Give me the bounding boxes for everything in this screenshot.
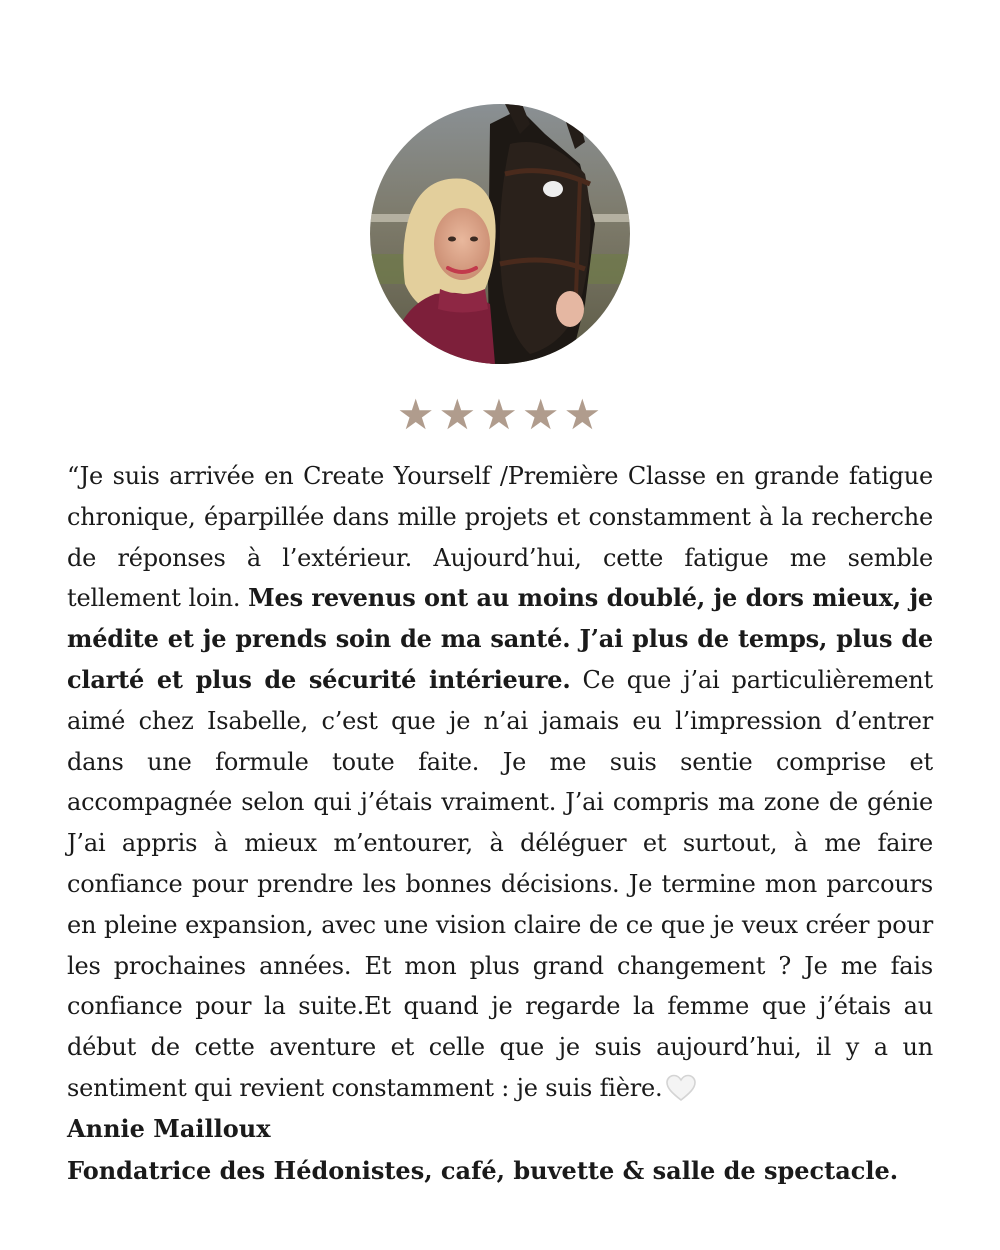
star-icon: ★ [396, 390, 437, 439]
author-block [67, 1108, 967, 1192]
author-title: Fondatrice des Hédonistes, café, buvette & salle de spectacle. [67, 1156, 899, 1185]
star-rating [0, 390, 1000, 440]
star-icon: ★ [563, 390, 604, 439]
testimonial-intro: “Je suis arrivée en Create Yourself /Première Classe en grande fatigue chronique, éparpillée dans mille projets et constamment à la recherche de réponses à l’extérieur. Aujourd’hui, cette fatigue me semble tellement loin. [67, 462, 933, 613]
testimonial-highlight: Mes revenus ont au moins doublé, je dors mieux, je médite et je prends soin de ma santé. J’ai plus de temps, plus de clarté et plus de sécurité intérieure. [67, 583, 933, 694]
star-icon: ★ [438, 390, 479, 439]
star-icon: ★ [521, 390, 562, 439]
testimonial-body: Ce que j’ai particulièrement aimé chez Isabelle, c’est que je n’ai jamais eu l’impression d’entrer dans une formule toute faite. Je me suis sentie comprise et accompagnée selon qui j’étais vraiment. J’ai compris ma zone de génie J’ai appris à mieux m’entourer, à déléguer et surtout, à me faire confiance pour prendre les bonnes décisions. Je termine mon parcours en pleine expansion, avec une vision claire de ce que je veux créer pour les prochaines années. Et mon plus grand changement ? Je me fais confiance pour la suite.Et quand je regarde la femme que j’étais au début de cette aventure et celle que je suis aujourd’hui, il y a un sentiment qui revient constamment : je suis fière. [67, 665, 933, 1102]
portrait-woman-with-horse-icon [370, 104, 630, 364]
author-name: Annie Mailloux [67, 1114, 271, 1143]
avatar [370, 104, 630, 364]
testimonial-text [67, 456, 933, 1115]
star-icon: ★ [480, 390, 520, 439]
